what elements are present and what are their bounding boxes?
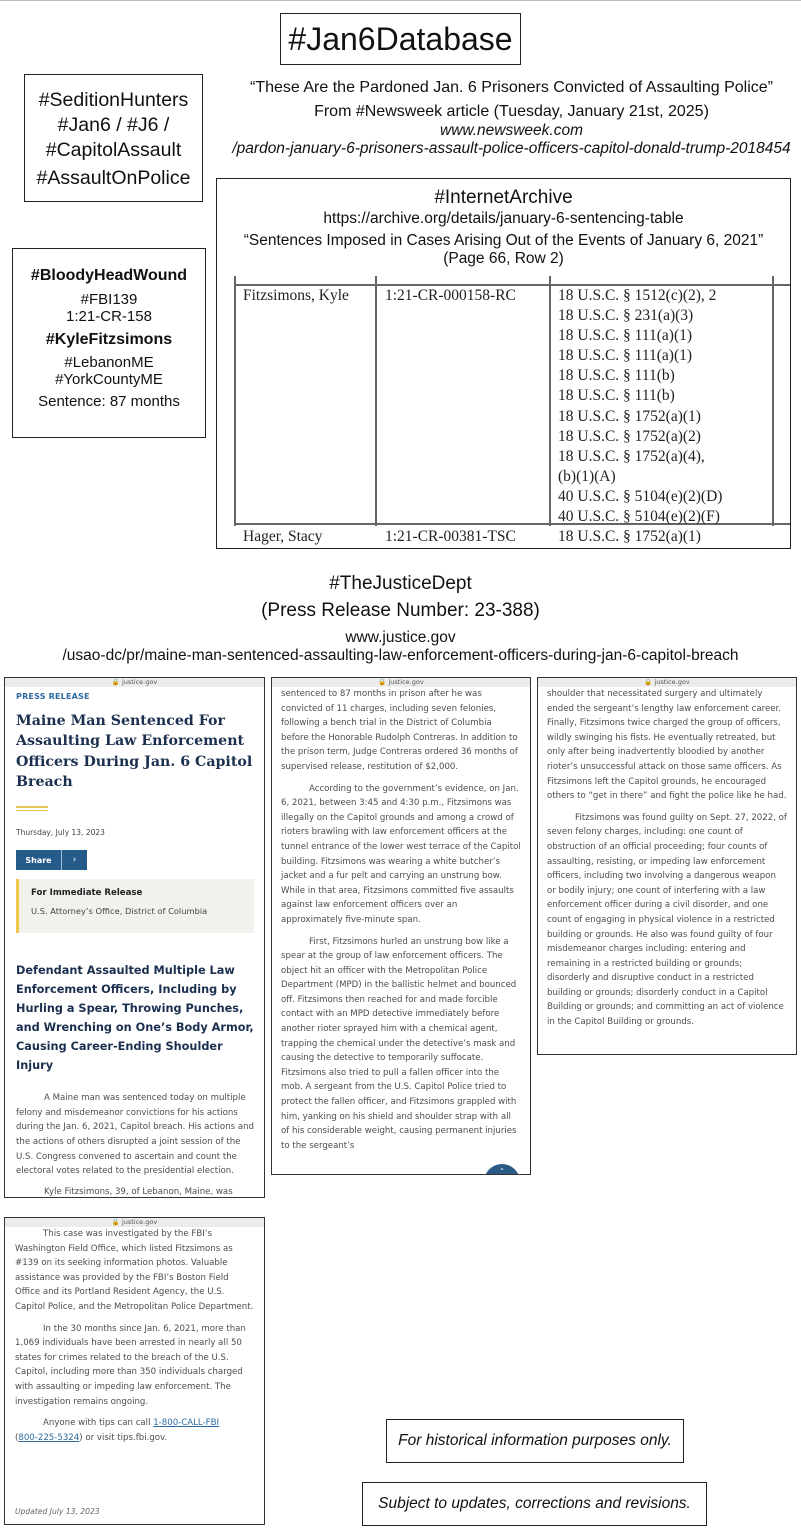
- gold-rule: [16, 810, 48, 812]
- historical-disclaimer: [386, 1419, 684, 1463]
- newsweek-headline: “These Are the Pardoned Jan. 6 Prisoners Convicted of Assaulting Police”: [250, 79, 773, 96]
- share-control[interactable]: [16, 850, 254, 870]
- newsweek-path: /pardon-january-6-prisoners-assault-police-officers-capitol-donald-trump-2018454: [232, 140, 791, 157]
- hashtags-box: [24, 74, 203, 202]
- table-rule: [375, 276, 377, 526]
- defendant-cell: Fitzsimons, Kyle: [243, 287, 349, 304]
- paragraph: According to the government’s evidence, on Jan. 6, 2021, between 3:45 and 4:30 p.m., Fitzsimons was illegally on the Capitol grounds and among a crowd of rioters brawling with law enforcement officers at the tunnel entrance of the lower west terrace of the Capitol building. Fitzsimons was wearing a white butcher’s jacket and a fur pelt and carrying an unstrung bow. While in that area, Fitzsimons committed five assaults against law enforcement officers over an approximately five-minute span.: [281, 783, 521, 925]
- case-number-cell: 1:21-CR-000158-RC: [385, 287, 516, 304]
- statute: 18 U.S.C. § 1512(c)(2), 2: [558, 287, 717, 304]
- url-bar: 🔒 justice.gov: [5, 1218, 264, 1227]
- statute: 18 U.S.C. § 111(a)(1): [558, 327, 693, 345]
- sentence-text: Sentence: 87 months: [38, 393, 180, 410]
- sentencing-table: [234, 276, 791, 545]
- press-release-screenshot-4: [4, 1217, 265, 1525]
- case-number: 1:21-CR-158: [66, 308, 152, 325]
- statute: 40 U.S.C. § 5104(e)(2)(D): [558, 487, 723, 505]
- next-defendant-cell: Hager, Stacy: [243, 528, 323, 545]
- archive-location: (Page 66, Row 2): [443, 250, 564, 267]
- page-title-box: [280, 13, 521, 65]
- next-statute-cell: 18 U.S.C. § 1752(a)(1): [558, 528, 701, 545]
- hashtag-line: #CapitolAssault: [45, 139, 182, 161]
- release-date: Thursday, July 13, 2023: [16, 828, 105, 838]
- archive-doc-title: “Sentences Imposed in Cases Arising Out of the Events of January 6, 2021”: [243, 232, 764, 249]
- press-release-screenshot-1: [4, 677, 265, 1198]
- share-button[interactable]: Share: [16, 850, 61, 870]
- paragraph: A Maine man was sentenced today on multiple felony and misdemeanor convictions for his actions during the Jan. 6, 2021, Capitol breach. His actions and the actions of others disrupted a joint session of the U.S. Congress convened to ascertain and count the electoral votes related to the presidential election.: [16, 1093, 254, 1177]
- paragraph: First, Fitzsimons hurled an unstrung bow like a spear at the group of law enforcement officers. The object hit an officer with the Metropolitan Police Department (MPD) in the ballistic helmet and bounced off. Fitzsimons then reached for and made forcible contact with an MPD detective immediately before another rioter sprayed him with a chemical agent, trapping the chemical under the detective’s mask and causing the detective to temporarily suffocate. Fitzsimons also tried to pull a fallen officer into the mob. A sergeant from the U.S. Capitol Police tried to protect the fallen officer, and Fitzsimons grappled with him, yanking on his shield and shoulder strap with all of his considerable weight, causing permanent injuries to the sergeant’s: [281, 936, 517, 1151]
- statute: (b)(1)(A): [558, 467, 616, 485]
- hashtag-line: #AssaultOnPolice: [36, 167, 191, 189]
- tips-text: ) or visit tips.fbi.gov.: [79, 1432, 168, 1443]
- paragraph: shoulder that necessitated surgery and ultimately ended the sergeant’s lengthy law enforcement career. Finally, Fitzsimons twice charged the group of officers, wildly swinging his fists. He eventually retreated, but only after being inadvertently bloodied by another rioter’s unsuccessful attack on those same officers. As Fitzsimons left the Capitol grounds, he encouraged others to “get in there” and fight the police like he had.: [547, 689, 787, 802]
- next-case-cell: 1:21-CR-00381-TSC: [385, 528, 516, 545]
- paragraph: This case was investigated by the FBI’s Washington Field Office, which listed Fitzsimons as #139 on its seeking information photos. Valuable assistance was provided by the FBI’s Boston Field Office and its Portland Resident Agency, the U.S. Capitol Police, and the Metropolitan Police Department.: [15, 1229, 254, 1312]
- statute: 18 U.S.C. § 1752(a)(1): [558, 407, 701, 425]
- justice-domain: www.justice.gov: [345, 629, 456, 646]
- immediate-release-box: [16, 879, 254, 933]
- updated-date: Updated July 13, 2023: [15, 1507, 100, 1516]
- county-tag: #YorkCountyME: [55, 371, 163, 388]
- phone-number-link[interactable]: 800-225-5324: [18, 1432, 80, 1443]
- hashtag-line: #SeditionHunters: [38, 89, 189, 111]
- tips-paragraph: [15, 1416, 254, 1445]
- name-tag: #KyleFitzsimons: [45, 331, 173, 348]
- historical-disclaimer-text: For historical information purposes only.: [398, 1432, 672, 1449]
- release-label: For Immediate Release: [31, 888, 143, 899]
- press-release-screenshot-2: [271, 677, 531, 1175]
- statutes-cell: [558, 286, 722, 527]
- table-rule: [234, 276, 236, 526]
- table-rule: [549, 276, 551, 526]
- top-divider: [0, 0, 801, 1]
- paragraph: sentenced to 87 months in prison after he was convicted of 11 charges, including seven felonies, following a bench trial in the District of Columbia before the Honorable Rudolph Contreras. In addition to the prison term, Judge Contreras ordered 36 months of supervised release, restitution of $2,000.: [281, 689, 518, 772]
- internet-archive-box: [216, 178, 791, 549]
- tips-text: Anyone with tips can call: [43, 1418, 154, 1429]
- press-release-title: Maine Man Sentenced For Assaulting Law Enforcement Officers During Jan. 6 Capitol Breach: [16, 713, 253, 790]
- justice-path: /usao-dc/pr/maine-man-sentenced-assaulting-law-enforcement-officers-during-jan-6-capitol-breach: [62, 647, 739, 664]
- paragraph: In the 30 months since Jan. 6, 2021, more than 1,069 individuals have been arrested in nearly all 50 states for crimes related to the breach of the U.S. Capitol, including more than 350 individuals charged with assaulting or impeding law enforcement. The investigation remains ongoing.: [15, 1323, 246, 1407]
- paragraph: Fitzsimons was found guilty on Sept. 27, 2022, of seven felony charges, including: one count of obstruction of an official proceeding; four counts of assaulting, resisting, or impeding law enforcement officers, including two involving a dangerous weapon or bodily injury; one count of interfering with a law enforcement officer during a civil disorder, and one count of engaging in physical violence in a restricted building or grounds. He also was found guilty of four misdemeanor charges including: entering and remaining in a restricted building or grounds; disorderly and disruptive conduct in a restricted building or grounds; disorderly conduct in a Capitol Building or grounds; and committing an act of violence in the Capitol Building or grounds.: [547, 812, 787, 1028]
- location-tag: #LebanonME: [64, 354, 154, 371]
- archive-tag: #InternetArchive: [434, 187, 573, 208]
- url-bar: 🔒 justice.gov: [538, 678, 796, 687]
- call-fbi-link[interactable]: 1-800-CALL-FBI: [153, 1418, 220, 1429]
- chevron-right-icon[interactable]: ›: [61, 850, 87, 870]
- newsweek-domain: www.newsweek.com: [440, 122, 583, 139]
- statute: 18 U.S.C. § 111(b): [558, 367, 675, 385]
- gold-rule: [16, 806, 48, 808]
- press-release-number: (Press Release Number: 23-388): [261, 600, 540, 621]
- justice-tag: #TheJusticeDept: [329, 573, 472, 594]
- url-bar: 🔒 justice.gov: [5, 678, 264, 687]
- tag-bloody-head-wound: #BloodyHeadWound: [30, 267, 188, 284]
- press-release-subtitle: Defendant Assaulted Multiple Law Enforcement Officers, Including by Hurling a Spear, Throwing Punches, and Wrenching on One’s Body Armor, Causing Career-Ending Shoulder Injury: [16, 964, 254, 1073]
- updates-disclaimer-text: Subject to updates, corrections and revisions.: [378, 1495, 691, 1512]
- statute: 18 U.S.C. § 1752(a)(4),: [558, 447, 705, 465]
- tips-text: (: [15, 1432, 19, 1443]
- statute: 18 U.S.C. § 111(a)(1): [558, 347, 693, 365]
- statute: 18 U.S.C. § 231(a)(3): [558, 307, 694, 325]
- statute: 40 U.S.C. § 5104(e)(2)(F): [558, 508, 720, 526]
- paragraph: Kyle Fitzsimons, 39, of Lebanon, Maine, was: [44, 1186, 233, 1197]
- case-card: [12, 248, 206, 438]
- table-rule: [772, 276, 774, 526]
- newsweek-source: From #Newsweek article (Tuesday, January 21st, 2025): [314, 103, 709, 120]
- statute: 18 U.S.C. § 1752(a)(2): [558, 427, 701, 445]
- hashtag-line: #Jan6 / #J6 /: [57, 114, 170, 136]
- release-office: U.S. Attorney’s Office, District of Columbia: [31, 906, 208, 917]
- press-release-screenshot-3: [537, 677, 797, 1055]
- page-title: #Jan6Database: [288, 20, 513, 57]
- updates-disclaimer: [362, 1482, 707, 1526]
- scroll-to-top-button[interactable]: ˆ: [484, 1164, 520, 1175]
- url-bar: 🔒 justice.gov: [272, 678, 530, 687]
- press-release-kicker: PRESS RELEASE: [16, 692, 90, 701]
- archive-url[interactable]: https://archive.org/details/january-6-sentencing-table: [323, 210, 684, 227]
- statute: 18 U.S.C. § 111(b): [558, 387, 675, 405]
- fbi-number: #FBI139: [80, 291, 138, 308]
